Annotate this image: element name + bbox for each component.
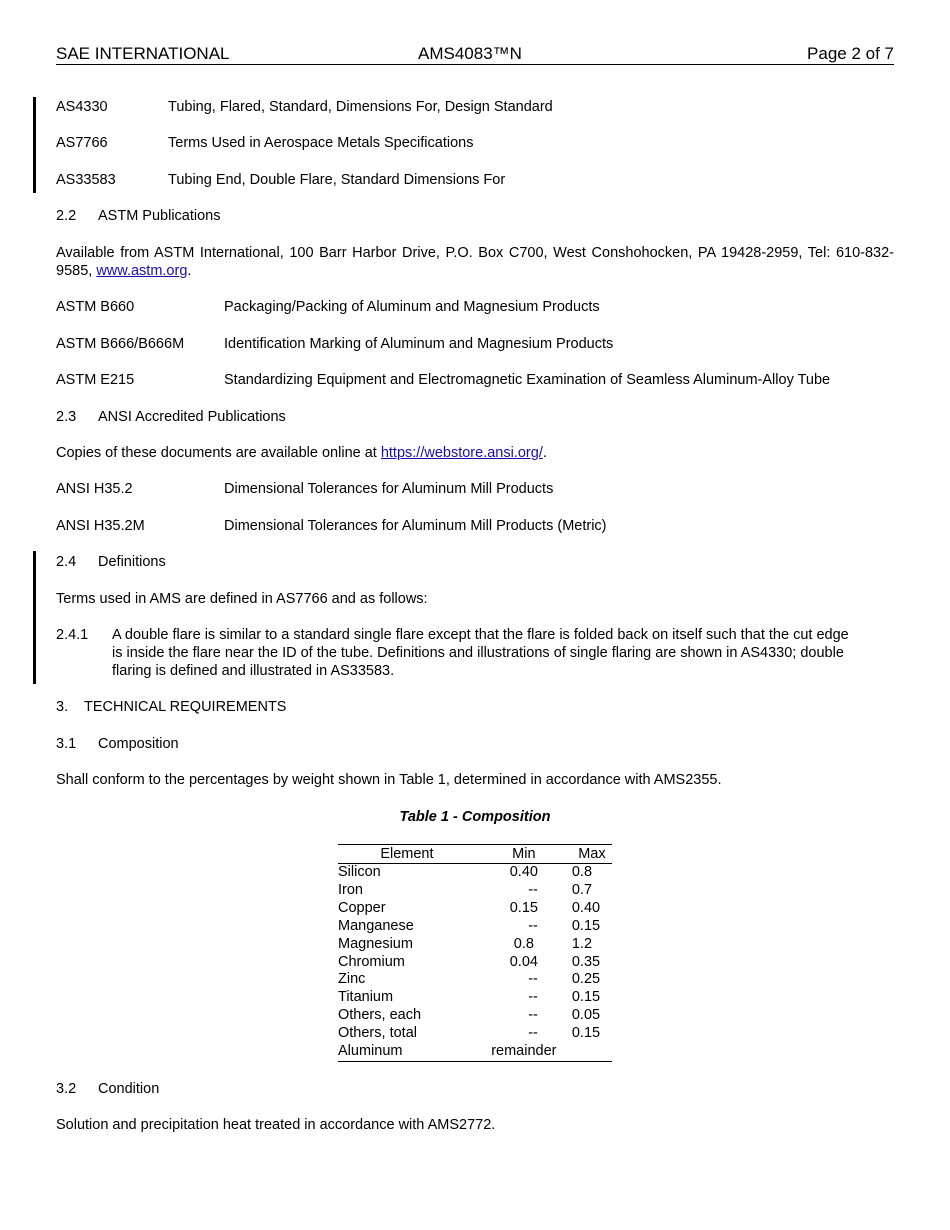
cell-min: 0.04 [509, 953, 538, 970]
reference-row [56, 134, 108, 152]
reference-title: Standardizing Equipment and Electromagnetic Examination of Seamless Aluminum-Alloy Tube [224, 372, 831, 388]
section-heading [56, 735, 76, 753]
cell-element: Silicon [338, 864, 381, 880]
column-header-min: Min [476, 845, 572, 864]
definition-line: is inside the flare near the ID of the tube. Definitions and illustrations of single flaring are shown in AS4330; double [112, 645, 844, 661]
cell-element: Titanium [338, 989, 394, 1006]
table-row [338, 1007, 612, 1025]
table-row [338, 1043, 612, 1061]
table-header-row [338, 845, 612, 864]
paragraph: Shall conform to the percentages by weight shown in Table 1, determined in accordance with AMS2355. [56, 772, 722, 788]
reference-code: ASTM E215 [56, 372, 135, 388]
section-title: Definitions [98, 554, 166, 570]
header-doc-number: AMS4083™N [418, 44, 522, 63]
cell-max [572, 1043, 612, 1061]
paragraph-text: Available from ASTM International, 100 Barr Harbor Drive, P.O. Box C700, West Conshohocken, PA 19428-2959, Tel: 610-832-9585, [56, 245, 894, 279]
cell-max: 0.35 [571, 953, 601, 970]
reference-row [56, 171, 116, 189]
change-bar [33, 97, 36, 193]
header-org: SAE INTERNATIONAL [56, 44, 230, 63]
column-header-element: Element [338, 845, 476, 864]
table-row [338, 1025, 612, 1043]
paragraph: Solution and precipitation heat treated in accordance with AMS2772. [56, 1117, 496, 1133]
composition-table [338, 844, 612, 1062]
section-heading [56, 1080, 76, 1098]
ansi-webstore-link[interactable]: https://webstore.ansi.org/ [380, 445, 543, 461]
paragraph [56, 244, 894, 280]
cell-max: 0.15 [571, 917, 601, 934]
section-title: ANSI Accredited Publications [98, 409, 286, 425]
section-number: 3.1 [56, 736, 77, 752]
reference-row [56, 480, 133, 498]
cell-element: Chromium [338, 953, 405, 970]
paragraph [56, 444, 894, 462]
cell-min: remainder [491, 1043, 557, 1060]
cell-min: 0.15 [509, 899, 538, 916]
section-heading [56, 207, 76, 225]
paragraph-text: Copies of these documents are available online at [56, 445, 381, 461]
table-row [338, 864, 612, 882]
reference-code: AS7766 [56, 135, 108, 151]
section-number: 2.3 [56, 409, 77, 425]
cell-min: -- [528, 1007, 538, 1024]
reference-row [56, 298, 134, 316]
header-page-number: Page 2 of 7 [807, 44, 894, 63]
reference-row [56, 98, 108, 116]
reference-title: Tubing End, Double Flare, Standard Dimensions For [168, 172, 506, 188]
cell-element: Iron [338, 881, 363, 898]
table-row [338, 971, 612, 989]
table-row [338, 936, 612, 954]
cell-min: 0.40 [509, 864, 538, 880]
page-header [56, 44, 894, 65]
reference-row [56, 517, 145, 535]
reference-title: Dimensional Tolerances for Aluminum Mill Products [224, 481, 554, 497]
astm-link[interactable]: www.astm.org [96, 263, 188, 279]
cell-max: 1.2 [571, 935, 593, 952]
cell-max: 0.15 [571, 989, 601, 1006]
cell-max: 0.05 [571, 1007, 601, 1024]
reference-code: ANSI H35.2 [56, 481, 133, 497]
cell-element: Manganese [338, 917, 414, 934]
cell-element: Copper [338, 899, 386, 916]
reference-row [56, 335, 184, 353]
table-row [338, 882, 612, 900]
section-number: 3. [56, 699, 69, 715]
cell-min: -- [528, 1025, 538, 1042]
reference-title: Terms Used in Aerospace Metals Specifications [168, 135, 474, 151]
cell-max: 0.15 [571, 1025, 601, 1042]
reference-code: ANSI H35.2M [56, 518, 145, 534]
cell-element: Others, each [338, 1007, 422, 1024]
reference-code: AS33583 [56, 172, 116, 188]
cell-min: -- [528, 971, 538, 988]
column-header-max: Max [572, 845, 612, 864]
cell-max: 0.7 [571, 881, 593, 898]
reference-row [56, 371, 134, 389]
table-row [338, 900, 612, 918]
section-number: 3.2 [56, 1081, 77, 1097]
subsection-number: 2.4.1 [56, 627, 89, 643]
reference-code: ASTM B666/B666M [56, 336, 185, 352]
reference-title: Dimensional Tolerances for Aluminum Mill Products (Metric) [224, 518, 607, 534]
definition-line: A double flare is similar to a standard single flare except that the flare is folded back on itself such that the cut edge [112, 627, 849, 643]
cell-min: -- [528, 881, 538, 898]
section-number: 2.2 [56, 208, 77, 224]
section-heading [56, 553, 76, 571]
paragraph: Terms used in AMS are defined in AS7766 and as follows: [56, 591, 428, 607]
cell-max: 0.25 [571, 971, 601, 988]
section-title: Condition [98, 1081, 160, 1097]
cell-element: Zinc [338, 971, 366, 988]
reference-title: Identification Marking of Aluminum and Magnesium Products [224, 336, 614, 352]
reference-code: AS4330 [56, 99, 108, 115]
cell-max: 0.8 [571, 864, 593, 880]
section-title: ASTM Publications [98, 208, 221, 224]
change-bar [33, 551, 36, 684]
table-row [338, 954, 612, 972]
cell-element: Others, total [338, 1025, 417, 1042]
reference-title: Packaging/Packing of Aluminum and Magnesium Products [224, 299, 600, 315]
table-row [338, 918, 612, 936]
table-caption: Table 1 - Composition [399, 809, 551, 825]
cell-element: Aluminum [338, 1043, 403, 1060]
table-row [338, 989, 612, 1007]
punctuation: . [187, 263, 192, 279]
section-heading [56, 698, 68, 716]
cell-min: 0.8 [513, 935, 534, 952]
cell-max: 0.40 [571, 899, 601, 916]
cell-element: Magnesium [338, 935, 413, 952]
section-number: 2.4 [56, 554, 77, 570]
cell-min: -- [528, 989, 538, 1006]
section-title: Composition [98, 736, 179, 752]
section-title: TECHNICAL REQUIREMENTS [84, 699, 287, 715]
reference-code: ASTM B660 [56, 299, 135, 315]
reference-title: Tubing, Flared, Standard, Dimensions For, Design Standard [168, 99, 553, 115]
definition-line: flaring is defined and illustrated in AS33583. [112, 663, 395, 679]
cell-min: -- [528, 917, 538, 934]
punctuation: . [542, 445, 547, 461]
section-heading [56, 408, 76, 426]
